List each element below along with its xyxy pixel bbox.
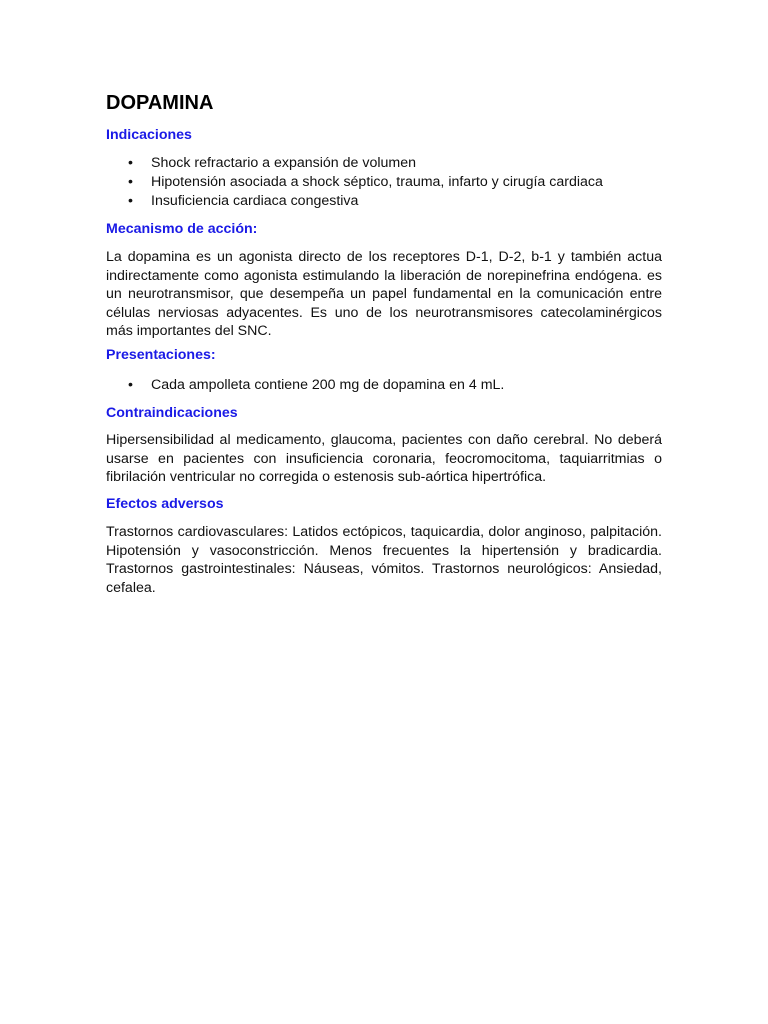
heading-efectos: Efectos adversos: [106, 496, 224, 512]
list-item: [106, 173, 603, 192]
heading-indicaciones: Indicaciones: [106, 127, 192, 143]
list-item: [106, 192, 603, 211]
list-item: [106, 376, 504, 395]
list-presentaciones: [106, 376, 504, 395]
bullet-icon: •: [128, 155, 133, 171]
paragraph-efectos: Trastornos cardiovasculares: Latidos ectópicos, taquicardia, dolor anginoso, palpitación. Hipotensión y vasoconstricción. Menos frecuentes la hipertensión y bradicardia. Trastornos gastrointestinales: Náuseas, vómitos. Trastornos neurológicos: Ansiedad, cefalea.: [106, 524, 662, 596]
paragraph-contraindicaciones: Hipersensibilidad al medicamento, glaucoma, pacientes con daño cerebral. No deberá usarse en pacientes con insuficiencia coronaria, feocromocitoma, taquiarritmias o fibrilación ventricular no corregida o estenosis sub-aórtica hipertrófica.: [106, 432, 662, 485]
heading-contraindicaciones: Contraindicaciones: [106, 405, 238, 421]
paragraph-mecanismo: La dopamina es un agonista directo de los receptores D-1, D-2, b-1 y también actua indirectamente como agonista estimulando la liberación de norepinefrina endógena. es un neurotransmisor, que desempeña un papel fundamental en la comunicación entre células nerviosas adyacentes. Es uno de los neurotransmisores catecolaminérgicos más importantes del SNC.: [106, 249, 662, 339]
bullet-icon: •: [128, 193, 133, 209]
heading-presentaciones: Presentaciones:: [106, 347, 216, 363]
heading-mecanismo: Mecanismo de acción:: [106, 221, 258, 237]
list-indicaciones: [106, 154, 603, 211]
bullet-icon: •: [128, 377, 133, 393]
list-item-text: Insuficiencia cardiaca congestiva: [151, 193, 359, 209]
list-item-text: Cada ampolleta contiene 200 mg de dopamina en 4 mL.: [151, 377, 505, 393]
list-item-text: Shock refractario a expansión de volumen: [151, 155, 416, 171]
bullet-icon: •: [128, 174, 133, 190]
list-item-text: Hipotensión asociada a shock séptico, trauma, infarto y cirugía cardiaca: [151, 174, 603, 190]
list-item: [106, 154, 603, 173]
document-title: DOPAMINA: [106, 92, 214, 114]
